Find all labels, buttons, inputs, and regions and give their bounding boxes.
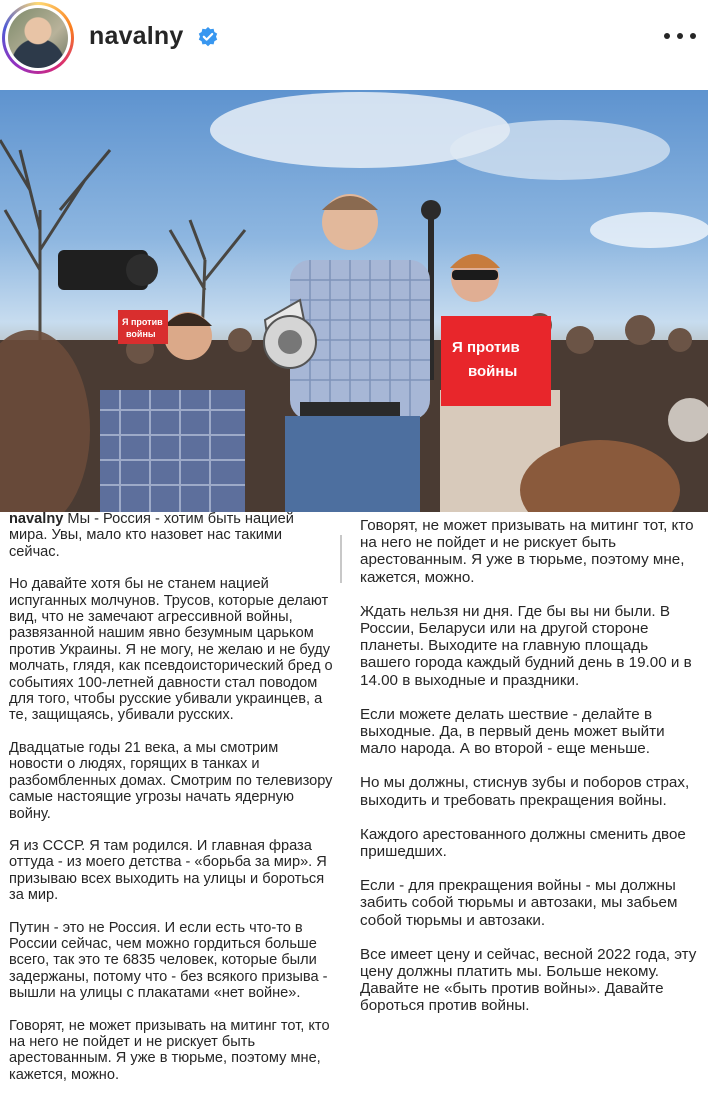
protest-photo-illustration	[0, 90, 708, 512]
post-header	[0, 0, 708, 90]
small-sign-text-line1: Я против	[122, 317, 163, 327]
caption-paragraph: Но мы должны, стиснув зубы и поборов страх, выходить и требовать прекращения войны.	[360, 774, 690, 809]
caption-paragraph: Говорят, не может призывать на митинг тот, кто на него не пойдет и не рискует быть арестованным. Я уже в тюрьме, поэтому мне, кажется, можно.	[9, 1017, 330, 1083]
verified-badge-icon	[198, 27, 218, 47]
caption-paragraph: Если - для прекращения войны - мы должны забить собой тюрьмы и автозаки, мы забьем собой тюрьмы и автозаки.	[360, 877, 678, 929]
caption-column-left	[9, 511, 334, 1099]
caption-paragraph: Я из СССР. Я там родился. И главная фраза оттуда - из моего детства - «борьба за мир». Я призываю всех выходить на улицы и бороться за мир.	[9, 837, 327, 904]
caption-paragraph: Но давайте хотя бы не станем нацией испуганных молчунов. Трусов, которые делают вид, что не замечают агрессивной войны, развязанной нашим явно безумным царьком против Украины. Я не могу, не желаю и не буду молчать, глядя, как псевдоисторический бред о событиях 100-летней давности стал поводом для того, чтобы русские убивали украинцев, а те, защищаясь, убивали русских.	[9, 576, 333, 724]
caption-column-right	[360, 517, 700, 1032]
sign-text-line2: войны	[468, 363, 518, 380]
caption-paragraph: Каждого арестованного должны сменить двое пришедших.	[360, 825, 686, 861]
more-dot-icon	[664, 33, 670, 39]
small-sign-text-line2: войны	[126, 329, 156, 339]
more-dot-icon	[690, 33, 696, 39]
post-photo[interactable]	[0, 90, 708, 512]
sign-text-line1: Я против	[452, 339, 520, 356]
caption-paragraph: Если можете делать шествие - делайте в выходные. Да, в первый день может выйти мало народа. А во второй - еще меньше.	[360, 705, 665, 758]
more-options-button[interactable]	[664, 24, 696, 48]
username[interactable]: navalny	[89, 22, 184, 50]
caption-paragraph: Путин - это не Россия. И если есть что-то в России сейчас, чем можно гордиться больше всего, так это те 6835 человек, которые были задержаны, потому что - без всякого призыва - вышли на улицы с плакатами «нет войне».	[9, 919, 328, 1002]
profile-photo-icon	[8, 8, 68, 68]
avatar[interactable]	[2, 2, 74, 74]
caption-paragraph: Все имеет цену и сейчас, весной 2022 года, эту цену должны платить мы. Больше некому. Давайте не «быть против войны». Давайте бороться против войны.	[360, 945, 697, 1015]
avatar-border	[5, 5, 71, 71]
column-divider	[340, 535, 342, 583]
caption-paragraph: Говорят, не может призывать на митинг тот, кто на него не пойдет и не рискует быть арестованным. Я уже в тюрьме, поэтому мне, кажется, можно.	[360, 517, 694, 586]
protest-sign	[441, 316, 551, 406]
more-dot-icon	[677, 33, 683, 39]
caption-paragraph	[9, 511, 334, 560]
caption-paragraph: Ждать нельзя ни дня. Где бы вы ни были. В России, Беларуси или на другой стороне планеты. Выходите на главную площадь вашего города каждый будний день в 19.00 и в 14.00 в выходные и праздники.	[360, 602, 692, 689]
caption-paragraph: Двадцатые годы 21 века, а мы смотрим новости о людях, горящих в танках и разбомбленных домах. Смотрим по телевизору самые настоящие угрозы начать ядерную войну.	[9, 739, 333, 822]
caption-text: Мы - Россия - хотим быть нацией мира. Увы, мало кто назовет нас такими сейчас.	[9, 511, 294, 560]
caption-username[interactable]: navalny	[9, 511, 64, 527]
